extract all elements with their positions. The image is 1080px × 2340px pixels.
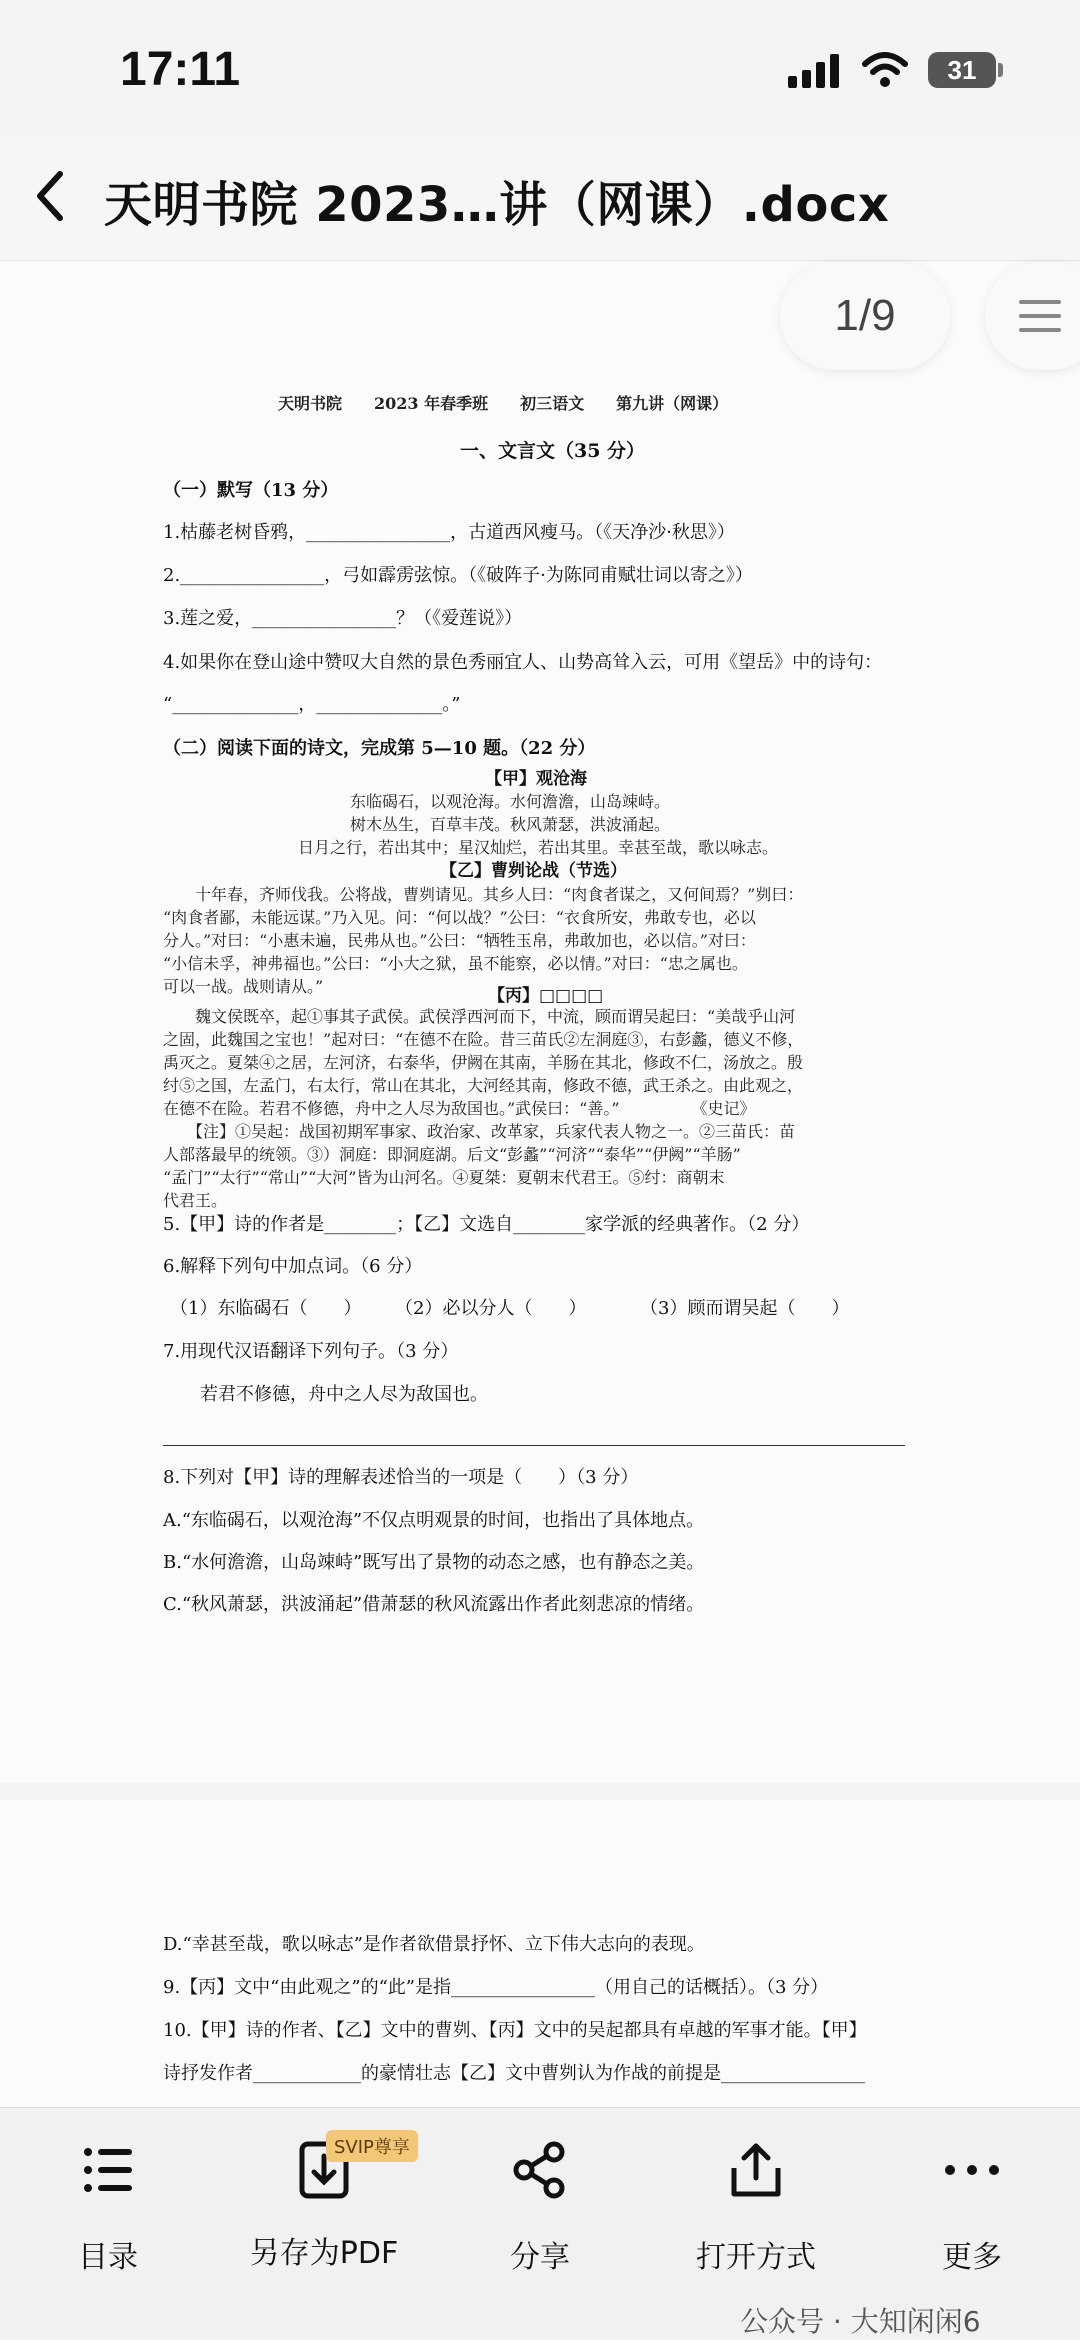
question-9: 9.【丙】文中“由此观之”的“此”是指________________（用自己的话概括）。（3 分） xyxy=(163,1977,829,1998)
passage-line: 之固，此魏国之宝也！”起对曰：“在德不在险。昔三苗氏②左洞庭③，右彭蠡，德义不修， xyxy=(163,1030,804,1049)
document-title: 天明书院 2023…讲（网课）.docx xyxy=(104,177,890,233)
doc-heading: 天明书院 2023 年春季班 初三语文 第九讲（网课） xyxy=(278,394,729,413)
passage-line: 十年春，齐师伐我。公将战，曹刿请见。其乡人曰：“肉食者谋之，又何间焉？”刿曰： xyxy=(163,885,804,904)
section-title: 一、文言文（35 分） xyxy=(460,440,646,462)
question-1: 1.枯藤老树昏鸦，________________，古道西风瘦马。（《天净沙·秋思》） xyxy=(163,522,735,543)
question-2: 2.________________，弓如霹雳弦惊。（《破阵子·为陈同甫赋壮词以寄之》） xyxy=(163,565,753,586)
question-8-option-d: D.“幸甚至哉，歌以咏志”是作者欲借景抒怀、立下伟大志向的表现。 xyxy=(163,1934,705,1955)
question-6-item: （2）必以分人（ ） xyxy=(395,1298,587,1319)
question-3: 3.莲之爱，________________？（《爱莲说》） xyxy=(163,608,523,629)
toolbar-label: 另存为PDF xyxy=(249,2236,399,2271)
answer-line xyxy=(163,1445,905,1446)
passage-line: “肉食者鄙，未能远谋。”乃入见。问：“何以战？”公曰：“衣食所安，弗敢专也，必以 xyxy=(163,908,756,927)
question-7: 7.用现代汉语翻译下列句子。（3 分） xyxy=(163,1341,459,1362)
toolbar-share[interactable] xyxy=(440,2138,640,2276)
toolbar-label: 更多 xyxy=(942,2240,1002,2275)
page-indicator[interactable]: 1/9 xyxy=(780,262,950,370)
toolbar-label: 打开方式 xyxy=(696,2240,816,2275)
part2-title: （二）阅读下面的诗文，完成第 5—10 题。（22 分） xyxy=(163,738,596,759)
svip-badge: SVIP尊享 xyxy=(326,2130,418,2162)
poem-line: 日月之行，若出其中；星汉灿烂，若出其里。幸甚至哉，歌以咏志。 xyxy=(298,838,779,857)
note-line: 代君王。 xyxy=(163,1191,228,1210)
note-line: “孟门”“太行”“常山”“大河”皆为山河名。④夏桀：夏朝末代君王。⑤纣：商朝末 xyxy=(163,1168,725,1187)
passage-line: 分人。”对曰：“小惠未遍，民弗从也。”公曰：“牺牲玉帛，弗敢加也，必以信。”对曰： xyxy=(163,931,756,950)
toolbar-open-with[interactable] xyxy=(656,2138,856,2276)
battery-tip xyxy=(998,63,1003,77)
more-icon xyxy=(940,2138,1004,2202)
question-7-sentence: 若君不修德，舟中之人尽为敌国也。 xyxy=(200,1384,488,1405)
toolbar-catalog[interactable] xyxy=(8,2138,208,2276)
watermark-text: 公众号 · 大知闲闲6 xyxy=(740,2305,981,2338)
question-8-option-a: A.“东临碣石，以观沧海”不仅点明观景的时间，也指出了具体地点。 xyxy=(163,1510,705,1531)
back-arrow-icon[interactable] xyxy=(28,166,78,226)
question-6-item: （3）顾而谓吴起（ ） xyxy=(640,1298,850,1319)
note-line: 【注】①吴起：战国初期军事家、政治家、改革家，兵家代表人物之一。②三苗氏：苗 xyxy=(163,1122,796,1141)
question-8-option-b: B.“水何澹澹，山岛竦峙”既写出了景物的动态之感，也有静态之美。 xyxy=(163,1552,705,1573)
toolbar-label: 分享 xyxy=(510,2240,570,2275)
question-6: 6.解释下列句中加点词。（6 分） xyxy=(163,1256,423,1277)
question-8: 8.下列对【甲】诗的理解表述恰当的一项是（ ）（3 分） xyxy=(163,1467,639,1488)
battery-icon: 31 xyxy=(928,52,996,88)
passage-c-title: 【丙】□□□□ xyxy=(488,986,604,1006)
app-header xyxy=(0,140,1080,261)
passage-b-title: 【乙】曹刿论战（节选） xyxy=(440,861,627,881)
passage-line: 在德不在险。若君不修德，舟中之人尽为敌国也。”武侯曰：“善。” 《史记》 xyxy=(163,1099,756,1118)
note-line: 人部落最早的统领。③）洞庭：即洞庭湖。后文“彭蠡”“河济”“泰华”“伊阙”“羊肠” xyxy=(163,1145,741,1164)
poem-title: 【甲】观沧海 xyxy=(485,769,587,789)
question-6-item: （1）东临碣石（ ） xyxy=(170,1298,362,1319)
question-8-option-c: C.“秋风萧瑟，洪波涌起”借萧瑟的秋风流露出作者此刻悲凉的情绪。 xyxy=(163,1594,705,1615)
status-time: 17:11 xyxy=(120,43,241,96)
status-bar xyxy=(0,0,1080,140)
open-with-icon xyxy=(724,2138,788,2202)
passage-line: 纣⑤之国，左孟门，右太行，常山在其北，大河经其南，修政不德，武王杀之。由此观之， xyxy=(163,1076,804,1095)
part1-title: （一）默写（13 分） xyxy=(163,480,339,501)
toolbar-more[interactable] xyxy=(872,2138,1072,2276)
wifi-icon xyxy=(862,50,908,90)
passage-line: 禹灭之。夏桀④之居，左河济，右泰华，伊阙在其南，羊肠在其北，修政不仁，汤放之。殷 xyxy=(163,1053,804,1072)
poem-line: 东临碣石，以观沧海。水何澹澹，山岛竦峙。 xyxy=(350,792,671,811)
list-icon xyxy=(76,2138,140,2202)
toolbar-label: 目录 xyxy=(78,2240,138,2275)
passage-line: 魏文侯既卒，起①事其子武侯。武侯浮西河而下，中流，顾而谓吴起曰：“美哉乎山河 xyxy=(163,1007,796,1026)
share-icon xyxy=(508,2138,572,2202)
cellular-signal-icon xyxy=(788,52,839,88)
passage-line: 可以一战。战则请从。” xyxy=(163,977,324,996)
question-10: 10.【甲】诗的作者、【乙】文中的曹刿、【丙】文中的吴起都具有卓越的军事才能。【甲】 xyxy=(163,2020,867,2041)
poem-line: 树木丛生，百草丰茂。秋风萧瑟，洪波涌起。 xyxy=(350,815,671,834)
question-4: 4.如果你在登山途中赞叹大自然的景色秀丽宜人、山势高耸入云，可用《望岳》中的诗句： xyxy=(163,652,883,673)
toolbar-save-pdf[interactable] xyxy=(224,2138,424,2272)
question-4-blank: “______________，______________。” xyxy=(163,694,461,715)
question-10-line2: 诗抒发作者____________的豪情壮志【乙】文中曹刿认为作战的前提是________________ xyxy=(163,2063,865,2084)
passage-line: “小信未孚，神弗福也。”公曰：“小大之狱，虽不能察，必以情。”对曰：“忠之属也。 xyxy=(163,954,748,973)
question-5: 5.【甲】诗的作者是________；【乙】文选自________家学派的经典著作。（2 分） xyxy=(163,1214,810,1235)
